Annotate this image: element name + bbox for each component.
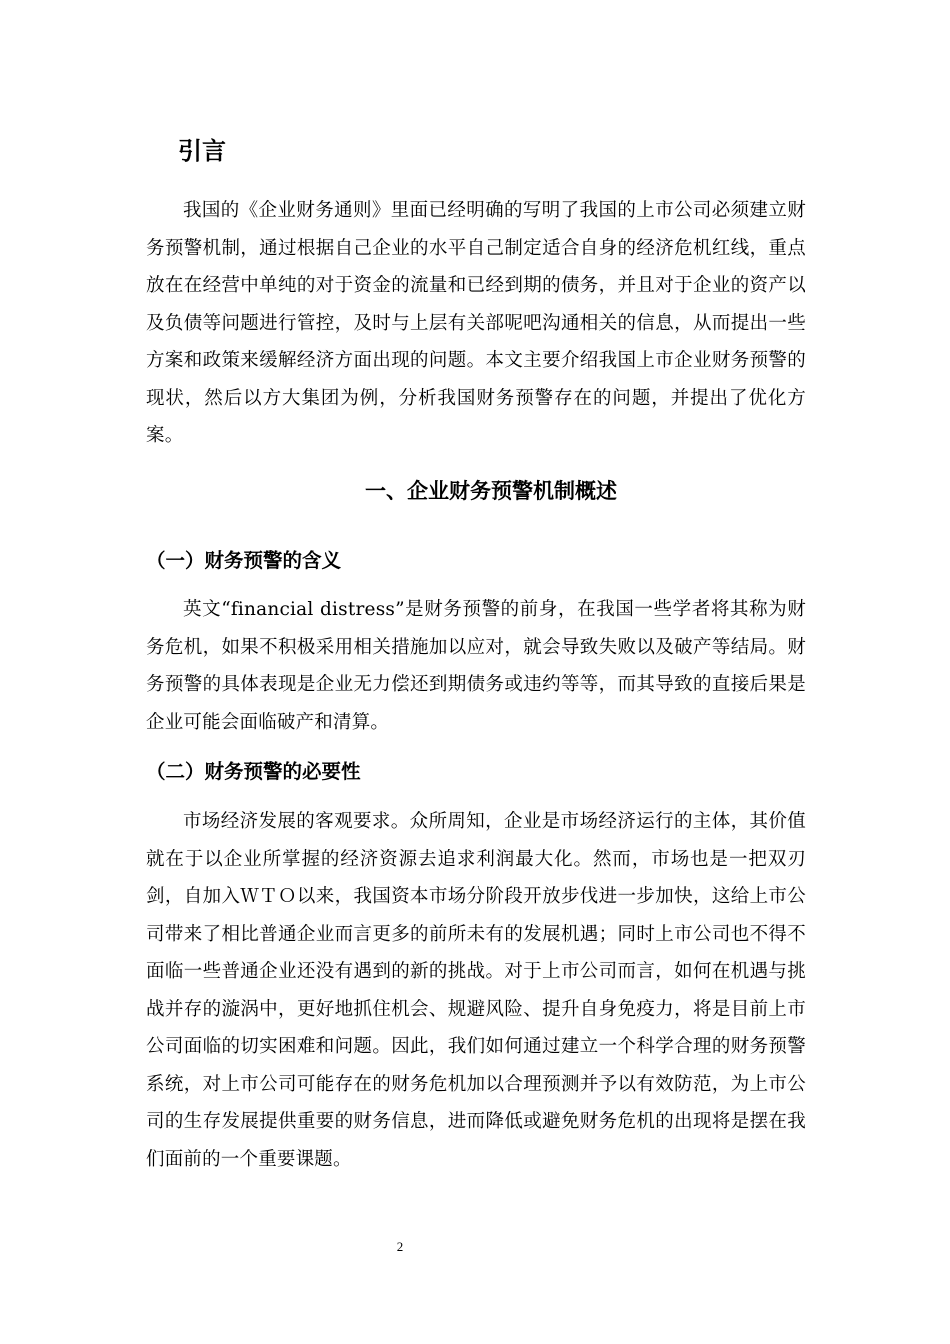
intro-paragraph: 我国的《企业财务通则》里面已经明确的写明了我国的上市公司必须建立财务预警机制，通过根据自己企业的水平自己制定适合自身的经济危机红线，重点放在在经营中单纯的对于资金的流量和已经到期的债务，并且对于企业的资产以及负债等问题进行管控，及时与上层有关部呢吧沟通相关的信息，从而提出一些方案和政策来缓解经济方面出现的问题。本文主要介绍我国上市企业财务预警的现状，然后以方大集团为例，分析我国财务预警存在的问题，并提出了优化方案。 (146, 200, 806, 446)
page-number: 2 (396, 1239, 404, 1254)
intro-heading: 引言 (178, 137, 226, 165)
section-paragraph-meaning: 英文“financial distress”是财务预警的前身，在我国一些学者将其称为财务危机，如果不积极采用相关措施加以应对，就会导致失败以及破产等结局。财务预警的具体表现是企业无力偿还到期债务或违约等等，而其导致的直接后果是企业可能会面临破产和清算。 (146, 599, 806, 733)
section-paragraph-necessity: 市场经济发展的客观要求。众所周知，企业是市场经济运行的主体，其价值就在于以企业所掌握的经济资源去追求利润最大化。然而，市场也是一把双刃剑，自加入ＷＴＯ以来，我国资本市场分阶段开放步伐进一步加快，这给上市公司带来了相比普通企业而言更多的前所未有的发展机遇；同时上市公司也不得不面临一些普通企业还没有遇到的新的挑战。对于上市公司而言，如何在机遇与挑战并存的漩涡中，更好地抓住机会、规避风险、提升自身免疫力，将是目前上市公司面临的切实困难和问题。因此，我们如何通过建立一个科学合理的财务预警系统，对上市公司可能存在的财务危机加以合理预测并予以有效防范，为上市公司的生存发展提供重要的财务信息，进而降低或避免财务危机的出现将是摆在我们面前的一个重要课题。 (146, 811, 806, 1170)
section-heading-necessity: （二）财务预警的必要性 (146, 760, 361, 783)
chapter-heading: 一、企业财务预警机制概述 (365, 479, 617, 503)
section-heading-meaning: （一）财务预警的含义 (146, 549, 342, 572)
